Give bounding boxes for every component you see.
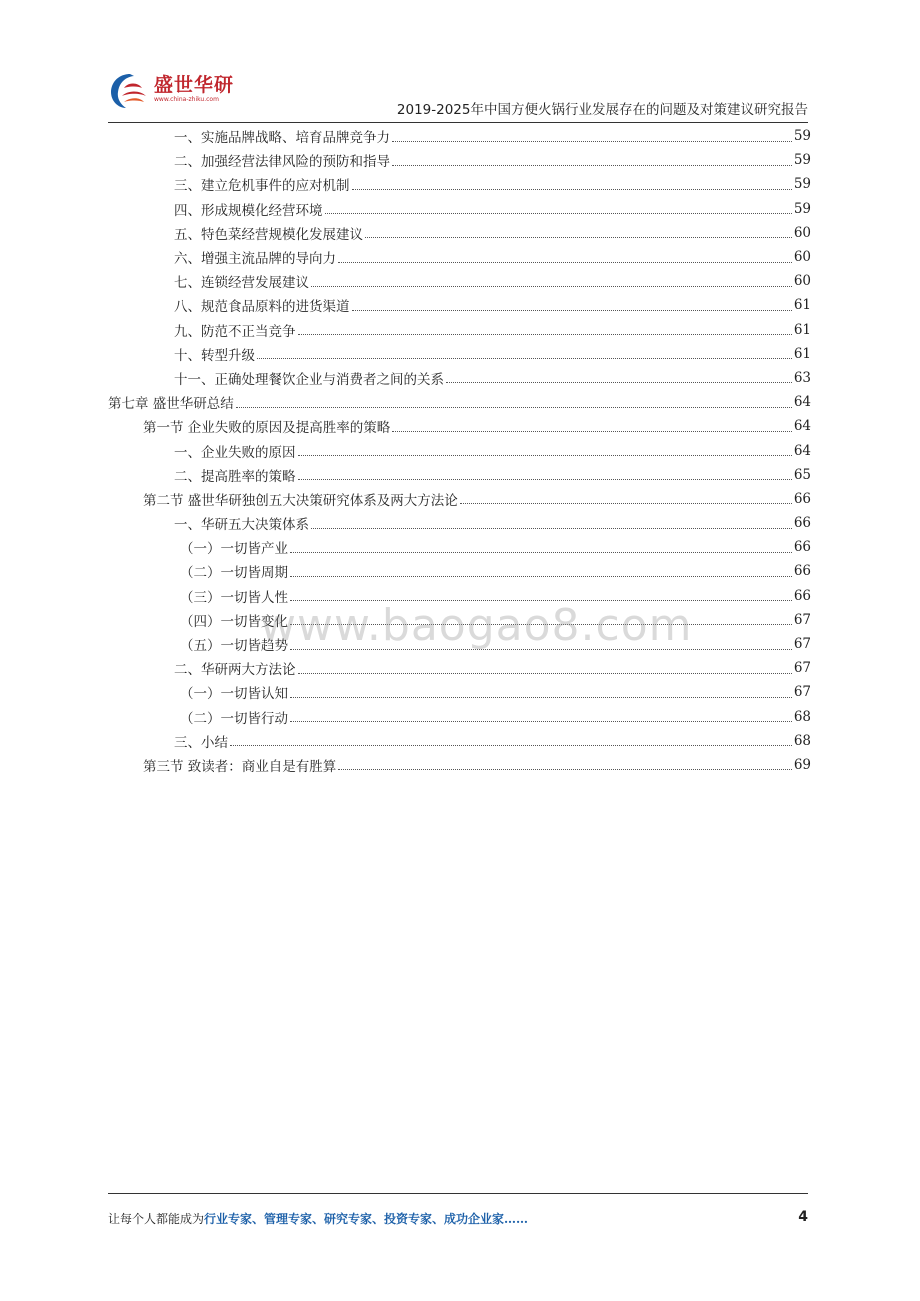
toc-dot-leader	[298, 334, 792, 335]
toc-entry-title: 六、增强主流品牌的导向力	[174, 247, 337, 267]
toc-entry-title: 第二节 盛世华研独创五大决策研究体系及两大方法论	[143, 489, 459, 509]
toc-entry-page: 67	[793, 684, 811, 701]
toc-entry-title: 四、形成规模化经营环境	[174, 199, 324, 219]
toc-entry-page: 68	[793, 708, 811, 725]
toc-entry-page: 64	[793, 394, 811, 411]
toc-entry-page: 63	[793, 369, 811, 386]
toc-dot-leader	[338, 262, 792, 263]
logo-emblem-icon	[108, 68, 152, 112]
toc-entry-page: 66	[793, 515, 811, 532]
toc-entry[interactable]	[108, 318, 811, 342]
toc-entry-title: 二、华研两大方法论	[174, 658, 297, 678]
toc-entry[interactable]	[108, 656, 811, 680]
toc-entry-title: 九、防范不正当竞争	[174, 320, 297, 340]
toc-entry[interactable]	[108, 269, 811, 293]
toc-entry-title: 一、华研五大决策体系	[174, 513, 310, 533]
toc-dot-leader	[392, 141, 792, 142]
toc-entry[interactable]	[108, 366, 811, 390]
toc-dot-leader	[298, 479, 792, 480]
toc-entry-title: （五）一切皆趋势	[180, 634, 289, 654]
toc-entry-title: 第七章 盛世华研总结	[108, 392, 235, 412]
toc-dot-leader	[392, 165, 792, 166]
toc-dot-leader	[392, 431, 792, 432]
company-logo	[108, 66, 248, 116]
toc-entry-page: 66	[793, 539, 811, 556]
toc-dot-leader	[446, 382, 792, 383]
toc-entry[interactable]	[108, 753, 811, 777]
toc-entry[interactable]	[108, 390, 811, 414]
toc-entry[interactable]	[108, 124, 811, 148]
toc-entry-page: 69	[793, 756, 811, 773]
toc-entry[interactable]	[108, 438, 811, 462]
toc-entry-title: 二、加强经营法律风险的预防和指导	[174, 150, 391, 170]
toc-entry-title: （一）一切皆产业	[180, 537, 289, 557]
toc-entry-title: （一）一切皆认知	[180, 682, 289, 702]
toc-entry-page: 64	[793, 442, 811, 459]
toc-dot-leader	[460, 503, 792, 504]
toc-dot-leader	[290, 552, 792, 553]
toc-dot-leader	[230, 745, 792, 746]
toc-dot-leader	[298, 673, 792, 674]
toc-dot-leader	[290, 697, 792, 698]
toc-entry[interactable]	[108, 414, 811, 438]
toc-dot-leader	[311, 286, 792, 287]
table-of-contents	[108, 124, 811, 777]
toc-entry-page: 67	[793, 660, 811, 677]
toc-entry[interactable]	[108, 535, 811, 559]
toc-entry[interactable]	[108, 487, 811, 511]
toc-entry-title: 二、提高胜率的策略	[174, 465, 297, 485]
toc-entry-page: 59	[793, 128, 811, 145]
toc-entry[interactable]	[108, 729, 811, 753]
toc-dot-leader	[352, 310, 792, 311]
page-number: 4	[798, 1209, 808, 1225]
toc-entry-title: （二）一切皆行动	[180, 707, 289, 727]
toc-entry-page: 60	[793, 224, 811, 241]
toc-entry-page: 66	[793, 587, 811, 604]
toc-entry[interactable]	[108, 680, 811, 704]
toc-entry-page: 64	[793, 418, 811, 435]
footer-slogan-prefix: 让每个人都能成为	[108, 1212, 205, 1226]
toc-entry[interactable]	[108, 245, 811, 269]
toc-dot-leader	[325, 213, 792, 214]
toc-entry[interactable]	[108, 172, 811, 196]
toc-entry[interactable]	[108, 148, 811, 172]
toc-entry-page: 65	[793, 466, 811, 483]
toc-entry[interactable]	[108, 221, 811, 245]
report-title: 2019-2025年中国方便火锅行业发展存在的问题及对策建议研究报告	[396, 102, 808, 118]
logo-text: 盛世华研	[154, 74, 235, 96]
header-divider	[108, 122, 808, 123]
toc-entry-title: 三、建立危机事件的应对机制	[174, 174, 351, 194]
toc-entry-title: 八、规范食品原料的进货渠道	[174, 295, 351, 315]
toc-dot-leader	[290, 721, 792, 722]
toc-entry-title: 一、实施品牌战略、培育品牌竞争力	[174, 126, 391, 146]
footer-slogan-highlight: 行业专家、管理专家、研究专家、投资专家、成功企业家……	[204, 1212, 529, 1226]
toc-entry[interactable]	[108, 293, 811, 317]
toc-entry-title: 十、转型升级	[174, 344, 256, 364]
toc-entry-title: 第三节 致读者：商业自是有胜算	[143, 755, 337, 775]
toc-entry-title: （三）一切皆人性	[180, 586, 289, 606]
footer-divider	[108, 1193, 808, 1194]
toc-entry-page: 60	[793, 249, 811, 266]
watermark: www.baogao8.com	[260, 600, 693, 651]
logo-url: www.china-zhiku.com	[154, 96, 219, 103]
toc-entry-title: 五、特色菜经营规模化发展建议	[174, 223, 364, 243]
toc-dot-leader	[257, 358, 792, 359]
toc-entry-title: 十一、正确处理餐饮企业与消费者之间的关系	[174, 368, 445, 388]
toc-dot-leader	[290, 576, 792, 577]
toc-entry-page: 61	[793, 321, 811, 338]
toc-entry-page: 67	[793, 636, 811, 653]
toc-entry-page: 59	[793, 176, 811, 193]
toc-entry[interactable]	[108, 511, 811, 535]
toc-entry-title: 一、企业失败的原因	[174, 441, 297, 461]
toc-entry-title: 三、小结	[174, 731, 229, 751]
toc-entry-title: 七、连锁经营发展建议	[174, 271, 310, 291]
toc-dot-leader	[365, 237, 792, 238]
toc-entry-page: 68	[793, 732, 811, 749]
toc-entry-page: 59	[793, 200, 811, 217]
toc-entry-title: 第一节 企业失败的原因及提高胜率的策略	[143, 416, 391, 436]
toc-dot-leader	[352, 189, 792, 190]
footer-slogan	[108, 1210, 528, 1227]
toc-entry-page: 59	[793, 152, 811, 169]
toc-entry-page: 66	[793, 563, 811, 580]
toc-entry-page: 60	[793, 273, 811, 290]
toc-entry-page: 61	[793, 297, 811, 314]
toc-entry[interactable]	[108, 705, 811, 729]
toc-entry[interactable]	[108, 559, 811, 583]
toc-entry[interactable]	[108, 463, 811, 487]
toc-entry-page: 61	[793, 345, 811, 362]
toc-dot-leader	[311, 528, 792, 529]
toc-entry-title: （二）一切皆周期	[180, 561, 289, 581]
toc-dot-leader	[338, 769, 792, 770]
toc-entry-title: （四）一切皆变化	[180, 610, 289, 630]
toc-dot-leader	[298, 455, 792, 456]
toc-dot-leader	[236, 407, 792, 408]
page-header	[108, 60, 808, 122]
toc-entry[interactable]	[108, 197, 811, 221]
toc-entry[interactable]	[108, 342, 811, 366]
toc-entry-page: 67	[793, 611, 811, 628]
toc-entry-page: 66	[793, 490, 811, 507]
